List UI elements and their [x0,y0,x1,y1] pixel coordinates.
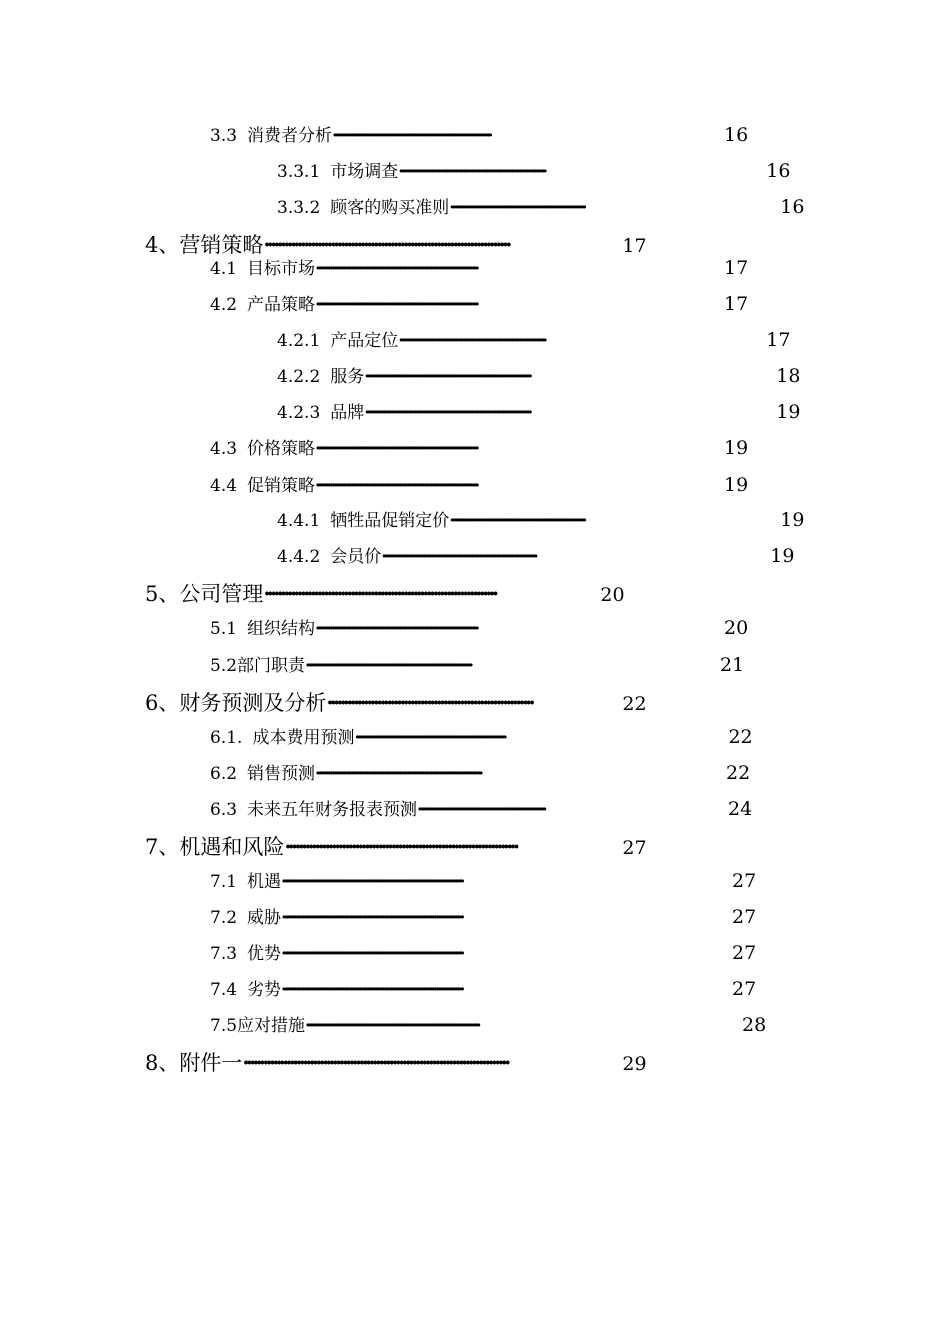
dot-leader: ················································································ [381,549,535,566]
toc-entry-page-number: 17 [766,329,791,351]
toc-entry[interactable] [210,295,748,314]
toc-entry-number: 3.3 [210,126,238,146]
toc-entry[interactable] [277,403,800,422]
toc-entry-number: 3.3.1 [277,162,321,182]
toc-entry-page-number: 29 [622,1053,647,1075]
toc-entry-title: 附件一 [179,1051,243,1075]
dot-leader: ······························································ [326,692,532,713]
toc-entry[interactable] [210,1016,766,1035]
toc-entry-title: 公司管理 [179,582,264,606]
toc-entry-number: 6.2 [210,764,238,784]
dot-leader: ···················································································· [315,261,477,278]
toc-entry-page-number: 27 [732,978,757,1000]
toc-entry-title: 销售预测 [247,764,316,784]
toc-entry-number: 6.1. [210,728,243,748]
dot-leader: ·············································································· [354,730,505,747]
toc-entry-number: 7.3 [210,944,238,964]
toc-entry[interactable] [145,583,625,605]
toc-entry-number: 4.2.2 [277,367,321,387]
toc-entry-title: 营销策略 [179,233,264,257]
toc-entry-number: 7.1 [210,872,238,892]
toc-entry-number: 4.4 [210,476,238,496]
dot-leader: ······················································································ [364,405,530,422]
dot-leader: ···················································································· [315,441,477,458]
toc-entry-number: 4.1 [210,259,238,279]
toc-entry-page-number: 16 [780,196,805,218]
dot-leader: ···················································································· [315,297,477,314]
toc-entry-page-number: 24 [728,798,753,820]
toc-entry-page-number: 27 [732,870,757,892]
toc-entry-title: 产品定位 [330,331,399,351]
dot-leader: ·························································································· [305,1018,478,1035]
dot-leader: ·········································································· [263,234,509,255]
toc-entry[interactable] [210,908,756,927]
toc-entry-page-number: 20 [724,617,749,639]
toc-entry[interactable] [210,980,756,999]
dot-leader: ······························································································ [281,946,462,963]
toc-entry-page-number: 21 [720,654,745,676]
toc-entry-title: 劣势 [247,980,282,1000]
toc-entry-number: 4.2.3 [277,403,321,423]
toc-entry[interactable] [210,944,756,963]
dot-leader: ···················································································· [315,478,477,495]
toc-entry-title: 部门职责 [237,656,306,676]
toc-entry[interactable] [145,692,647,714]
dot-leader: ······················································································ [305,658,471,675]
toc-entry[interactable] [277,198,804,217]
toc-entry[interactable] [145,836,647,858]
toc-entry[interactable] [210,259,748,278]
toc-entry[interactable] [210,476,748,495]
toc-entry[interactable] [210,764,750,783]
toc-entry-number: 7.2 [210,908,238,928]
toc-entry-page-number: 16 [766,160,791,182]
toc-entry-title: 市场调查 [330,162,399,182]
toc-entry-title: 价格策略 [247,439,316,459]
toc-entry-title: 品牌 [330,403,365,423]
toc-entry-number: 7.5 [210,1016,238,1036]
toc-entry-title: 顾客的购买准则 [330,198,450,218]
dot-leader: ······················································································ [364,369,530,386]
toc-entry[interactable] [210,619,748,638]
toc-entry-number: 3.3.2 [277,198,321,218]
toc-entry-title: 目标市场 [247,259,316,279]
toc-entry-number: 4、 [145,233,180,257]
dot-leader: ······································································ [449,513,584,530]
toc-entry-title: 服务 [330,367,365,387]
toc-entry-number: 6.3 [210,800,238,820]
toc-entry-page-number: 27 [732,942,757,964]
toc-entry[interactable] [277,331,790,350]
toc-entry-title: 成本费用预测 [252,728,355,748]
toc-entry-number: 6、 [145,691,180,715]
toc-entry[interactable] [210,728,753,747]
dot-leader: ············································································ [398,164,545,181]
toc-entry-number: 7、 [145,835,180,859]
dot-leader: ······························································································ [281,982,462,999]
dot-leader: ···················································································· [315,621,477,638]
dot-leader: ······················································································ [315,766,481,783]
toc-entry[interactable] [145,1052,647,1074]
toc-entry-title: 会员价 [330,547,382,567]
toc-entry-number: 4.2 [210,295,238,315]
toc-entry-title: 牺牲品促销定价 [330,511,450,531]
dot-leader: ······························································································ [281,874,462,891]
toc-entry-title: 应对措施 [237,1016,306,1036]
toc-entry[interactable] [210,439,748,458]
toc-entry[interactable] [145,234,647,256]
toc-entry[interactable] [277,547,794,566]
toc-entry-title: 威胁 [247,908,282,928]
toc-entry-title: 优势 [247,944,282,964]
dot-leader: ············································································ [398,333,545,350]
dot-leader: ·················································································· [332,128,490,145]
dot-leader: ······································································ [263,583,496,604]
toc-entry-number: 4.3 [210,439,238,459]
toc-entry[interactable] [277,367,800,386]
dot-leader: ················································································ [242,1052,508,1073]
toc-entry-number: 4.2.1 [277,331,321,351]
toc-entry-title: 促销策略 [247,476,316,496]
dot-leader: ······································································ [449,200,584,217]
toc-entry-page-number: 22 [726,762,751,784]
toc-entry-number: 7.4 [210,980,238,1000]
toc-entry-title: 未来五年财务报表预测 [247,800,418,820]
toc-entry[interactable] [210,872,756,891]
toc-entry-page-number: 22 [622,693,647,715]
toc-entry-number: 4.4.1 [277,511,321,531]
toc-entry-title: 机遇 [247,872,282,892]
toc-entry-page-number: 19 [724,437,749,459]
toc-entry-title: 财务预测及分析 [179,691,327,715]
toc-entry[interactable] [210,126,748,145]
toc-entry-title: 组织结构 [247,619,316,639]
toc-entry-number: 8、 [145,1051,180,1075]
toc-entry-number: 5.1 [210,619,238,639]
toc-entry-page-number: 16 [724,124,749,146]
toc-entry[interactable] [277,162,790,181]
toc-entry-page-number: 19 [770,545,795,567]
toc-entry-number: 5、 [145,582,180,606]
toc-entry-title: 机遇和风险 [179,835,285,859]
dot-leader: ·································································· [417,802,544,819]
toc-entry-page-number: 20 [600,584,625,606]
toc-entry-title: 消费者分析 [247,126,333,146]
toc-entry-page-number: 19 [776,401,801,423]
toc-entry-page-number: 27 [732,906,757,928]
toc-entry-page-number: 27 [622,837,647,859]
toc-entry-number: 5.2 [210,656,238,676]
toc-entry-page-number: 17 [724,293,749,315]
toc-entry-page-number: 17 [724,257,749,279]
toc-entry-page-number: 17 [622,235,647,257]
toc-entry[interactable] [210,800,752,819]
toc-entry-number: 4.4.2 [277,547,321,567]
toc-entry-page-number: 22 [728,726,753,748]
toc-entry[interactable] [210,656,744,675]
toc-entry-page-number: 19 [780,509,805,531]
toc-entry-page-number: 28 [742,1014,767,1036]
dot-leader: ······································································ [284,836,517,857]
toc-entry-page-number: 19 [724,474,749,496]
dot-leader: ······························································································ [281,910,462,927]
toc-entry[interactable] [277,511,804,530]
toc-entry-page-number: 18 [776,365,801,387]
toc-entry-title: 产品策略 [247,295,316,315]
